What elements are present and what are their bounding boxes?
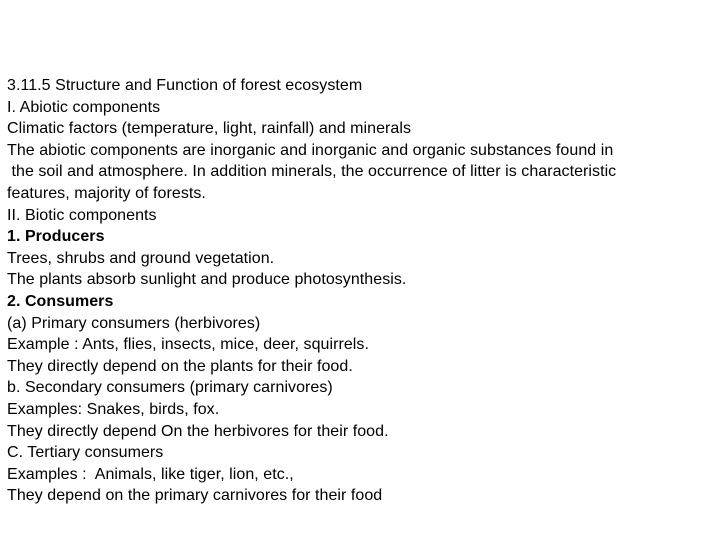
text-line: Examples : Animals, like tiger, lion, etc., bbox=[7, 465, 294, 483]
subheading-biotic: II. Biotic components bbox=[7, 206, 157, 224]
text-line: b. Secondary consumers (primary carnivores) bbox=[7, 379, 333, 397]
text-line: features, majority of forests. bbox=[7, 184, 206, 202]
text-line: They directly depend On the herbivores for their food. bbox=[7, 422, 389, 440]
text-line: (a) Primary consumers (herbivores) bbox=[7, 314, 261, 332]
section-heading: 3.11.5 Structure and Function of forest ecosystem bbox=[7, 77, 363, 94]
text-line: They depend on the primary carnivores for their food bbox=[7, 487, 383, 505]
text-line: The plants absorb sunlight and produce photosynthesis. bbox=[7, 271, 407, 289]
text-line: Example : Ants, flies, insects, mice, deer, squirrels. bbox=[7, 336, 369, 354]
subheading-abiotic: I. Abiotic components bbox=[7, 98, 161, 116]
text-line: the soil and atmosphere. In addition minerals, the occurrence of litter is characteristic bbox=[7, 163, 617, 181]
heading-producers: 1. Producers bbox=[7, 228, 105, 246]
document-body bbox=[7, 75, 713, 507]
text-line: Climatic factors (temperature, light, rainfall) and minerals bbox=[7, 120, 412, 138]
text-line: The abiotic components are inorganic and inorganic and organic substances found in bbox=[7, 141, 614, 159]
text-line: C. Tertiary consumers bbox=[7, 444, 164, 462]
text-line: They directly depend on the plants for their food. bbox=[7, 357, 353, 375]
text-line: Examples: Snakes, birds, fox. bbox=[7, 400, 220, 418]
heading-consumers: 2. Consumers bbox=[7, 292, 114, 310]
text-line: Trees, shrubs and ground vegetation. bbox=[7, 249, 275, 267]
